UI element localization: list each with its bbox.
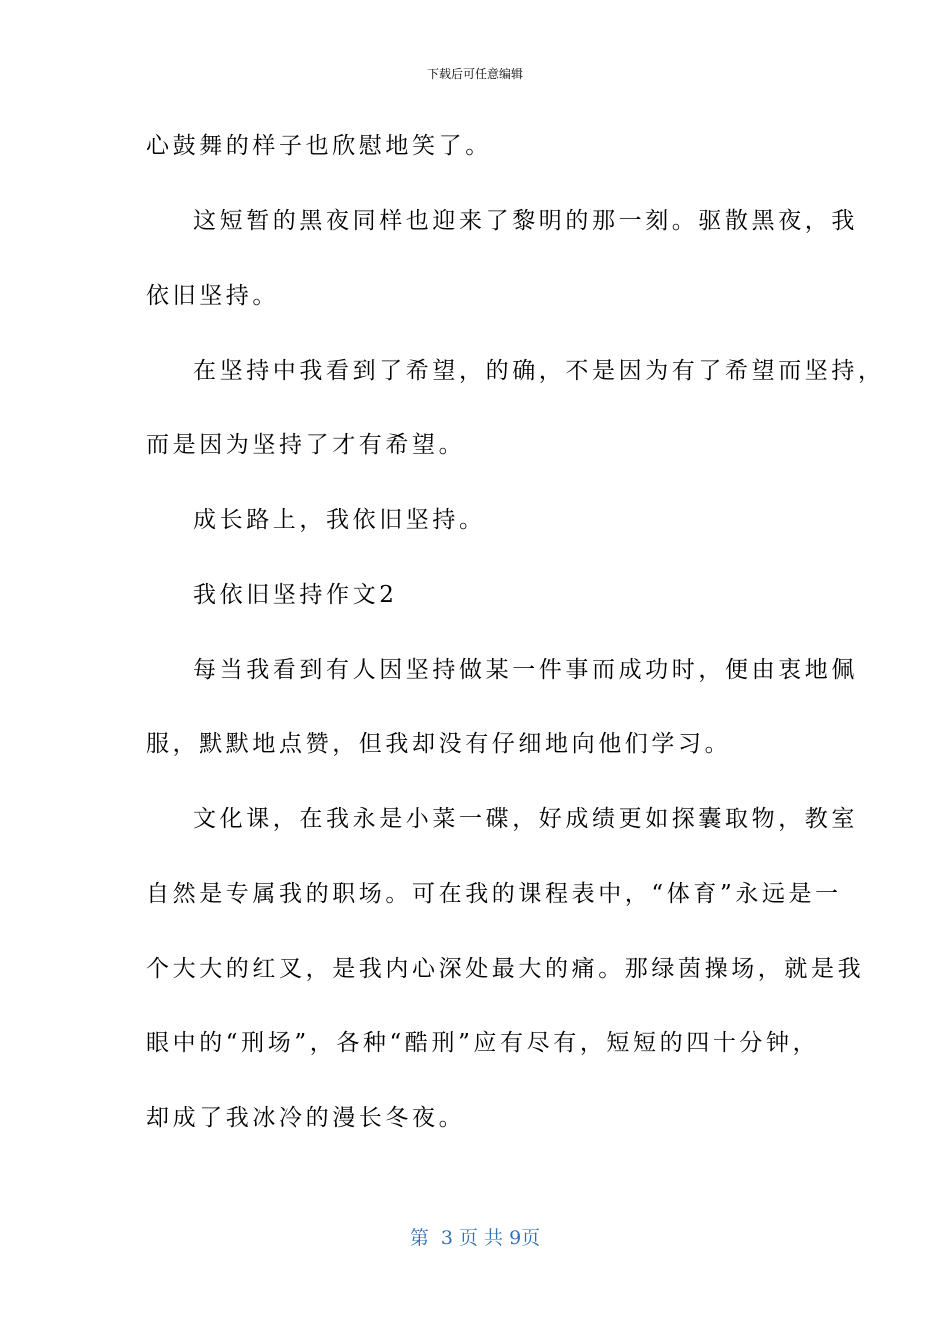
body-line-5: 而是因为坚持了才有希望。 — [146, 432, 466, 458]
body-line-14: 却成了我冰冷的漫长冬夜。 — [146, 1105, 466, 1131]
page-number-footer: 第 3 页 共 9页 — [409, 1227, 541, 1249]
body-line-11: 自然是专属我的职场。可在我的课程表中，“体育”永远是一 — [146, 881, 842, 907]
body-line-6: 成长路上，我依旧坚持。 — [193, 507, 486, 533]
body-line-9: 服，默默地点赞，但我却没有仔细地向他们学习。 — [146, 731, 732, 757]
body-line-2: 这短暂的黑夜同样也迎来了黎明的那一刻。驱散黑夜，我 — [193, 208, 858, 234]
body-line-3: 依旧坚持。 — [146, 283, 279, 309]
body-line-13: 眼中的“刑场”，各种“酷刑”应有尽有，短短的四十分钟， — [146, 1030, 820, 1056]
body-line-12: 个大大的红叉，是我内心深处最大的痛。那绿茵操场，就是我 — [146, 956, 865, 982]
page-header: 下载后可任意编辑 — [426, 67, 523, 81]
body-line-10: 文化课，在我永是小菜一碟，好成绩更如探囊取物，教室 — [193, 806, 858, 832]
body-line-8: 每当我看到有人因坚持做某一件事而成功时，便由衷地佩 — [193, 657, 858, 683]
body-line-1: 心鼓舞的样子也欣慰地笑了。 — [146, 133, 492, 159]
body-line-4: 在坚持中我看到了希望，的确，不是因为有了希望而坚持， — [193, 358, 885, 384]
section-heading: 我依旧坚持作文2 — [193, 582, 398, 608]
